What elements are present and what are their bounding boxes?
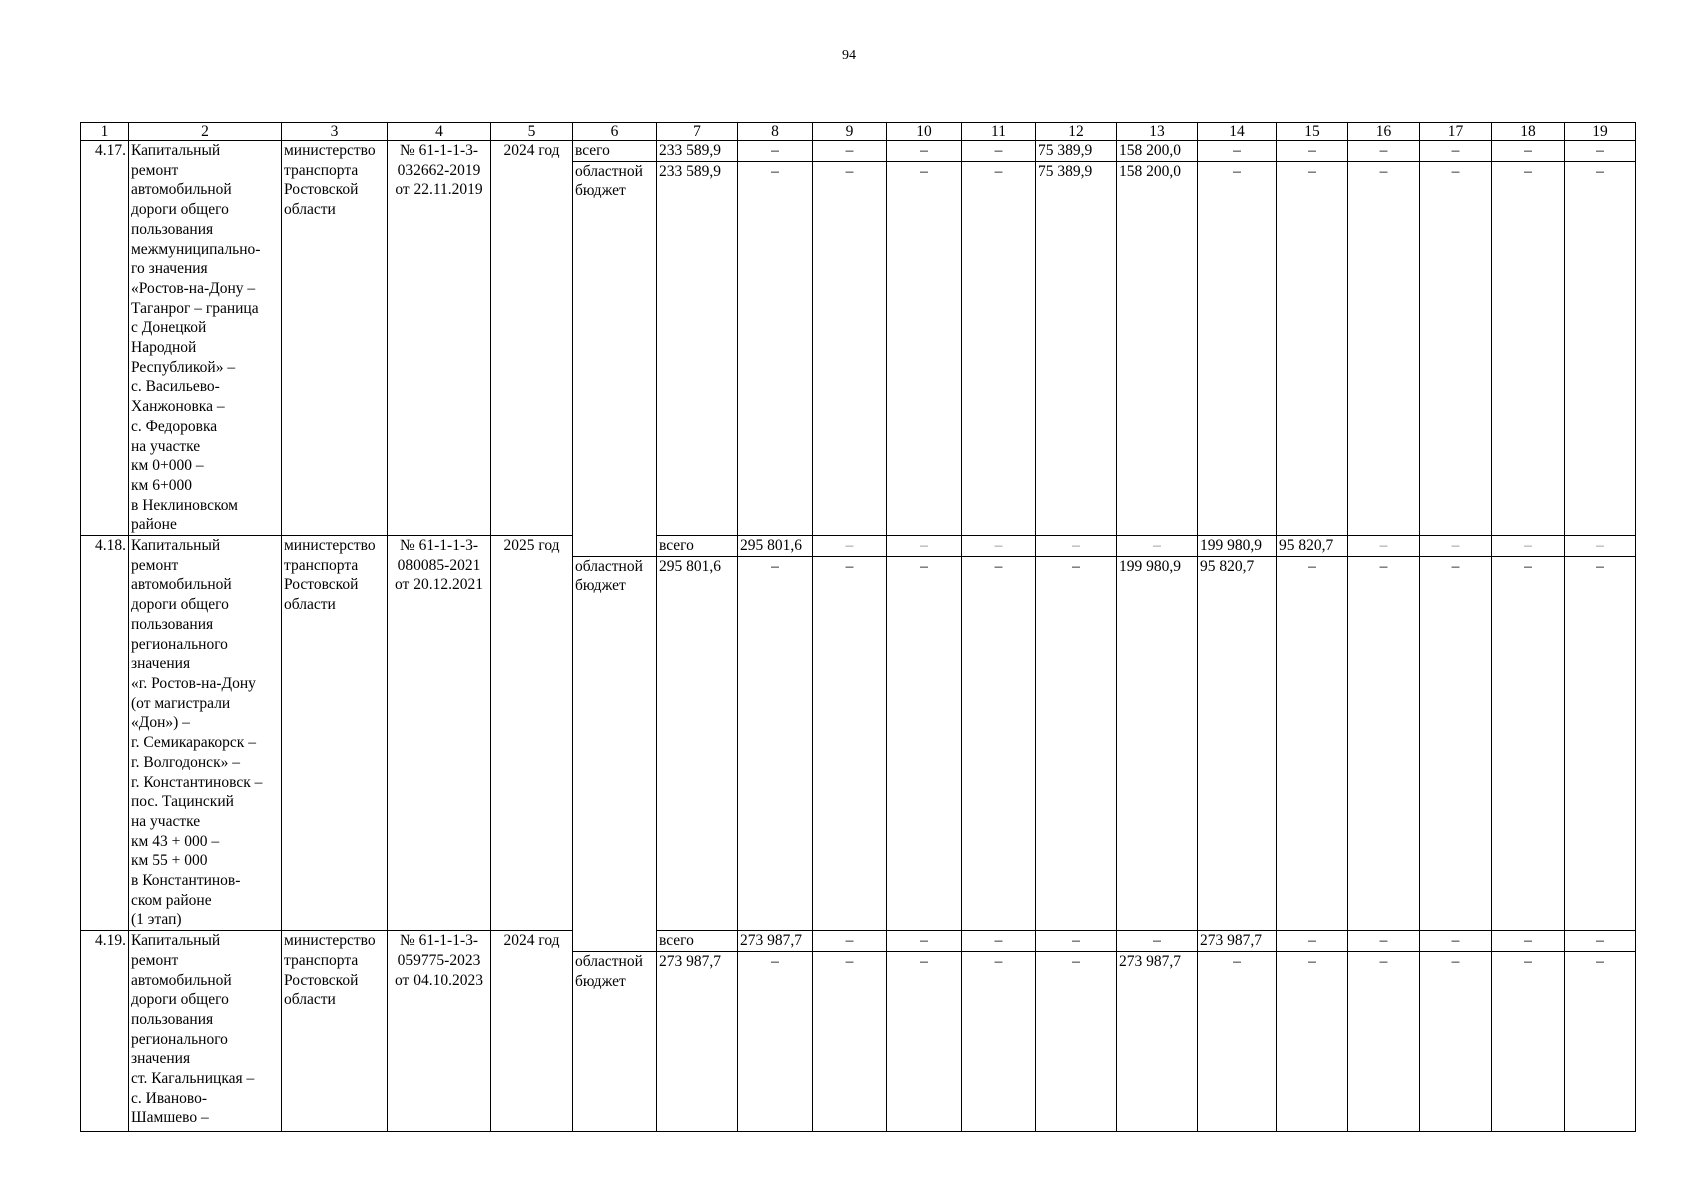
total-value-cell: – xyxy=(1036,536,1117,557)
budget-value-cell: – xyxy=(1348,951,1420,1131)
total-value-cell: 295 801,6 xyxy=(738,536,813,557)
object-name-line: на участке xyxy=(131,437,201,455)
budget-value-cell: 158 200,0 xyxy=(1117,161,1198,535)
object-name-line: автомобильной xyxy=(131,576,232,594)
budget-value-cell: – xyxy=(962,951,1036,1131)
responsible-org-line: министерство xyxy=(284,537,376,555)
total-value-cell: – xyxy=(1198,141,1277,162)
total-value-cell: 158 200,0 xyxy=(1117,141,1198,162)
total-value-cell: – xyxy=(1348,536,1420,557)
total-value-cell: – xyxy=(887,931,962,952)
budget-value-cell: – xyxy=(962,161,1036,535)
total-value-cell: – xyxy=(962,141,1036,162)
budget-value-cell: 295 801,6 xyxy=(657,556,738,930)
column-header: 1 xyxy=(81,123,129,141)
object-name xyxy=(129,536,282,931)
total-value-cell: – xyxy=(1348,141,1420,162)
budget-value-cell: – xyxy=(1348,161,1420,535)
funding-source-total: всего xyxy=(657,931,738,952)
total-value-cell: – xyxy=(1565,931,1636,952)
budget-value-cell: – xyxy=(1277,161,1348,535)
object-name-line: пользования xyxy=(131,1010,214,1028)
total-value-cell: – xyxy=(1277,931,1348,952)
object-name-line: с. Федоровка xyxy=(131,417,218,435)
object-name-line: Народной xyxy=(131,339,197,357)
total-value-cell: – xyxy=(1565,141,1636,162)
responsible-org xyxy=(282,536,388,931)
completion-year: 2025 год xyxy=(491,536,573,931)
object-name-line: Ханжоновка – xyxy=(131,398,225,416)
budget-value-cell: – xyxy=(1277,951,1348,1131)
object-name-line: км 6+000 xyxy=(131,476,192,494)
object-name-line: «г. Ростов-на-Дону xyxy=(131,674,256,692)
object-name-line: Шамшево – xyxy=(131,1109,209,1127)
total-value-cell: – xyxy=(887,536,962,557)
object-name xyxy=(129,931,282,1132)
expertise-document-line: от 22.11.2019 xyxy=(395,181,483,199)
page-number: 94 xyxy=(842,48,856,63)
object-name-line: Капитальный xyxy=(131,142,221,159)
budget-value-cell: – xyxy=(1198,951,1277,1131)
object-name-line: дороги общего xyxy=(131,596,229,614)
funding-source-budget-line: областной xyxy=(575,952,643,970)
budget-value-cell: – xyxy=(813,951,887,1131)
responsible-org-line: министерство xyxy=(284,932,376,950)
funding-source-total: всего xyxy=(573,141,657,162)
budget-value-cell: – xyxy=(1420,556,1492,930)
responsible-org-line: Ростовской xyxy=(284,181,359,199)
expertise-document xyxy=(388,141,491,536)
total-value-cell: – xyxy=(813,141,887,162)
object-name-line: (от магистрали xyxy=(131,694,231,712)
expertise-document-line: № 61-1-1-3- xyxy=(399,932,479,950)
total-value-cell: – xyxy=(738,141,813,162)
column-header: 7 xyxy=(657,123,738,141)
expertise-document-line: 032662-2019 xyxy=(397,161,481,179)
total-value-cell: – xyxy=(1565,536,1636,557)
budget-value-cell: – xyxy=(1565,161,1636,535)
budget-value-cell: – xyxy=(1277,556,1348,930)
object-name-line: г. Семикаракорск – xyxy=(131,734,256,752)
column-header: 11 xyxy=(962,123,1036,141)
total-value-cell: 233 589,9 xyxy=(657,141,738,162)
budget-value-cell: – xyxy=(962,556,1036,930)
object-name-line: районе xyxy=(131,516,177,534)
funding-source-budget-line: областной xyxy=(575,557,643,575)
column-header: 2 xyxy=(129,123,282,141)
object-name-line: км 0+000 – xyxy=(131,457,204,475)
expertise-document-line: 080085-2021 xyxy=(397,556,481,574)
object-name-line: значения xyxy=(131,655,191,673)
budget-value-cell: 273 987,7 xyxy=(1117,951,1198,1131)
expertise-document-line: 059775-2023 xyxy=(397,951,481,969)
table-row-total xyxy=(81,141,1636,162)
budget-value-cell: – xyxy=(1198,161,1277,535)
funding-source-total: всего xyxy=(657,536,738,557)
object-name-line: ремонт xyxy=(131,161,179,179)
responsible-org-line: транспорта xyxy=(284,951,359,969)
completion-year: 2024 год xyxy=(491,931,573,1132)
responsible-org-line: транспорта xyxy=(284,161,359,179)
funding-source-budget-line: бюджет xyxy=(575,182,626,200)
object-name-line: в Константинов- xyxy=(131,872,241,890)
table-row-total xyxy=(81,931,1636,952)
budget-value-cell: – xyxy=(887,161,962,535)
object-name-line: автомобильной xyxy=(131,181,232,199)
completion-year: 2024 год xyxy=(491,141,573,536)
row-number: 4.18. xyxy=(81,536,129,931)
object-name-line: г. Константиновск – xyxy=(131,773,263,791)
object-name-line: г. Волгодонск» – xyxy=(131,753,240,771)
object-name-line: го значения xyxy=(131,260,208,278)
object-name-line: межмуниципально- xyxy=(131,240,261,258)
budget-value-cell: 95 820,7 xyxy=(1198,556,1277,930)
budget-value-cell: – xyxy=(1036,556,1117,930)
object-name-line: на участке xyxy=(131,812,201,830)
responsible-org-line: министерство xyxy=(284,142,376,159)
column-header: 18 xyxy=(1492,123,1565,141)
total-value-cell: – xyxy=(962,536,1036,557)
column-header: 5 xyxy=(491,123,573,141)
object-name-line: ском районе xyxy=(131,891,212,909)
responsible-org-line: Ростовской xyxy=(284,971,359,989)
total-value-cell: – xyxy=(1117,931,1198,952)
budget-value-cell: – xyxy=(1348,556,1420,930)
object-name-line: значения xyxy=(131,1050,191,1068)
total-value-cell: 199 980,9 xyxy=(1198,536,1277,557)
column-header: 10 xyxy=(887,123,962,141)
expertise-document-line: от 20.12.2021 xyxy=(395,576,483,594)
budget-value-cell: – xyxy=(887,556,962,930)
budget-value-cell: – xyxy=(738,951,813,1131)
budget-value-cell: – xyxy=(887,951,962,1131)
total-value-cell: – xyxy=(813,536,887,557)
budget-value-cell: – xyxy=(813,161,887,535)
total-value-cell: – xyxy=(887,141,962,162)
budget-value-cell: 233 589,9 xyxy=(657,161,738,535)
table-row-total xyxy=(81,536,1636,557)
expertise-document xyxy=(388,536,491,931)
object-name-line: км 55 + 000 xyxy=(131,852,208,870)
object-name-line: в Неклиновском xyxy=(131,496,238,514)
responsible-org-line: Ростовской xyxy=(284,576,359,594)
column-header: 12 xyxy=(1036,123,1117,141)
responsible-org-line: области xyxy=(284,991,336,1009)
budget-value-cell: – xyxy=(1420,161,1492,535)
responsible-org xyxy=(282,141,388,536)
object-name-line: Капитальный xyxy=(131,932,221,950)
total-value-cell: 95 820,7 xyxy=(1277,536,1348,557)
column-header: 15 xyxy=(1277,123,1348,141)
total-value-cell: – xyxy=(1277,141,1348,162)
total-value-cell: – xyxy=(1036,931,1117,952)
column-header: 19 xyxy=(1565,123,1636,141)
object-name xyxy=(129,141,282,536)
row-number: 4.19. xyxy=(81,931,129,1132)
object-name-line: регионального xyxy=(131,1030,228,1048)
object-name-line: км 43 + 000 – xyxy=(131,832,220,850)
column-number-row xyxy=(81,123,1636,141)
budget-value-cell: – xyxy=(1492,556,1565,930)
object-name-line: с. Васильево- xyxy=(131,378,220,396)
object-name-line: ст. Кагальницкая – xyxy=(131,1070,255,1088)
object-name-line: пользования xyxy=(131,220,214,238)
total-value-cell: – xyxy=(1420,141,1492,162)
total-value-cell: – xyxy=(1420,931,1492,952)
total-value-cell: – xyxy=(1492,141,1565,162)
budget-value-cell: 273 987,7 xyxy=(657,951,738,1131)
row-number: 4.17. xyxy=(81,141,129,536)
total-value-cell: 75 389,9 xyxy=(1036,141,1117,162)
funding-source-budget xyxy=(573,556,657,951)
object-name-line: автомобильной xyxy=(131,971,232,989)
expertise-document xyxy=(388,931,491,1132)
funding-source-budget-line: бюджет xyxy=(575,577,626,595)
budget-value-cell: – xyxy=(738,556,813,930)
responsible-org-line: транспорта xyxy=(284,556,359,574)
budget-value-cell: 199 980,9 xyxy=(1117,556,1198,930)
object-name-line: пос. Тацинский xyxy=(131,793,234,811)
total-value-cell: – xyxy=(1420,536,1492,557)
total-value-cell: – xyxy=(1492,931,1565,952)
object-name-line: регионального xyxy=(131,635,228,653)
column-header: 14 xyxy=(1198,123,1277,141)
total-value-cell: – xyxy=(962,931,1036,952)
budget-value-cell: – xyxy=(1565,556,1636,930)
total-value-cell: – xyxy=(813,931,887,952)
column-header: 3 xyxy=(282,123,388,141)
total-value-cell: – xyxy=(1117,536,1198,557)
budget-value-cell: – xyxy=(813,556,887,930)
object-name-line: ремонт xyxy=(131,556,179,574)
object-name-line: дороги общего xyxy=(131,201,229,219)
funding-source-budget-line: областной xyxy=(575,162,643,180)
funding-source-budget-line: бюджет xyxy=(575,972,626,990)
total-value-cell: – xyxy=(1492,536,1565,557)
budget-value-cell: – xyxy=(738,161,813,535)
total-value-cell: – xyxy=(1348,931,1420,952)
funding-source-budget xyxy=(573,161,657,556)
budget-value-cell: – xyxy=(1036,951,1117,1131)
column-header: 4 xyxy=(388,123,491,141)
responsible-org-line: области xyxy=(284,201,336,219)
object-name-line: «Ростов-на-Дону – xyxy=(131,279,256,297)
column-header: 13 xyxy=(1117,123,1198,141)
object-name-line: с Донецкой xyxy=(131,319,207,337)
budget-value-cell: – xyxy=(1420,951,1492,1131)
budget-value-cell: – xyxy=(1565,951,1636,1131)
budget-value-cell: – xyxy=(1492,951,1565,1131)
funding-source-budget xyxy=(573,951,657,1131)
column-header: 17 xyxy=(1420,123,1492,141)
object-name-line: Республикой» – xyxy=(131,358,236,376)
column-header: 6 xyxy=(573,123,657,141)
program-table xyxy=(80,122,1636,1132)
column-header: 16 xyxy=(1348,123,1420,141)
object-name-line: пользования xyxy=(131,615,214,633)
object-name-line: «Дон») – xyxy=(131,714,190,732)
expertise-document-line: № 61-1-1-3- xyxy=(399,142,479,159)
object-name-line: Таганрог – граница xyxy=(131,299,259,317)
responsible-org xyxy=(282,931,388,1132)
expertise-document-line: № 61-1-1-3- xyxy=(399,537,479,555)
column-header: 9 xyxy=(813,123,887,141)
object-name-line: ремонт xyxy=(131,951,179,969)
object-name-line: с. Иваново- xyxy=(131,1089,207,1107)
budget-value-cell: 75 389,9 xyxy=(1036,161,1117,535)
object-name-line: (1 этап) xyxy=(131,911,182,929)
total-value-cell: 273 987,7 xyxy=(1198,931,1277,952)
responsible-org-line: области xyxy=(284,596,336,614)
object-name-line: Капитальный xyxy=(131,537,221,555)
expertise-document-line: от 04.10.2023 xyxy=(395,971,483,989)
budget-value-cell: – xyxy=(1492,161,1565,535)
column-header: 8 xyxy=(738,123,813,141)
total-value-cell: 273 987,7 xyxy=(738,931,813,952)
object-name-line: дороги общего xyxy=(131,991,229,1009)
